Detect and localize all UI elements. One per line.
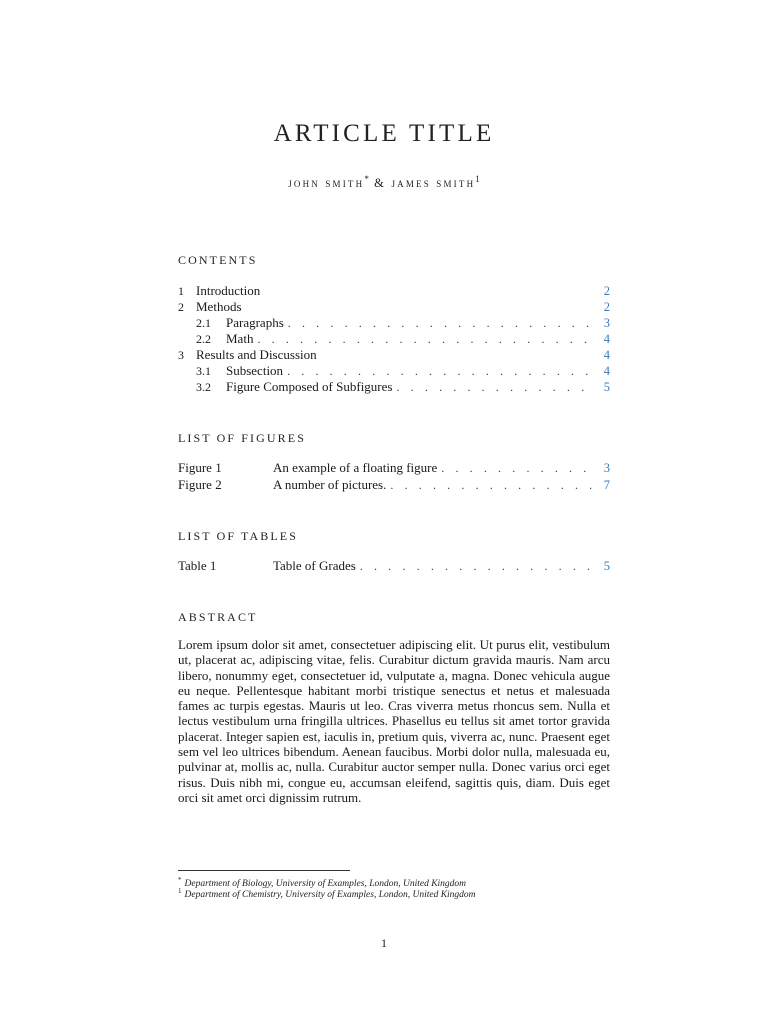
- dot-leader: [360, 558, 592, 574]
- toc-number: 2: [178, 300, 184, 314]
- toc-title: Math: [226, 331, 254, 346]
- toc-page-link[interactable]: 2: [603, 284, 610, 298]
- lot-page-link[interactable]: 5: [603, 559, 610, 573]
- author-and: &: [374, 176, 387, 191]
- author-2-mark: 1: [475, 174, 480, 184]
- page-number: 1: [381, 936, 387, 950]
- toc-title: Subsection: [226, 363, 284, 378]
- dot-leader: [287, 363, 592, 379]
- footnote-text: Department of Biology, University of Examples, London, United Kingdom: [184, 879, 467, 890]
- list-of-figures-heading: LIST OF FIGURES: [178, 431, 306, 445]
- list-of-tables-heading: LIST OF TABLES: [178, 529, 299, 543]
- author-1: john smith: [288, 176, 365, 191]
- toc-page-link[interactable]: 4: [603, 364, 610, 378]
- toc-page-link[interactable]: 2: [603, 300, 610, 314]
- article-title: ARTICLE TITLE: [273, 120, 495, 147]
- toc-entry[interactable]: [178, 347, 610, 363]
- toc-subentry[interactable]: [178, 363, 610, 379]
- dot-leader: [441, 460, 592, 476]
- lof-entry[interactable]: [178, 477, 610, 493]
- toc-page-link[interactable]: 3: [603, 316, 610, 330]
- toc-entry[interactable]: [178, 283, 610, 299]
- author-line: [0, 174, 768, 191]
- dot-leader: [390, 477, 592, 493]
- toc-title: Figure Composed of Subfigures: [226, 379, 393, 394]
- toc-number: 3.1: [196, 364, 211, 378]
- toc-entry[interactable]: [178, 299, 610, 315]
- dot-leader: [257, 331, 592, 347]
- figure-label: Figure 2: [178, 477, 222, 492]
- footnote-2: [178, 886, 476, 901]
- toc-subentry[interactable]: [178, 315, 610, 331]
- toc-title: Methods: [196, 299, 242, 314]
- toc-page-link[interactable]: 5: [603, 380, 610, 394]
- toc-subentry[interactable]: [178, 379, 610, 395]
- toc-title: Results and Discussion: [196, 347, 317, 362]
- author-1-mark: *: [364, 174, 369, 184]
- figure-label: Figure 1: [178, 460, 222, 475]
- footnote-text: Department of Chemistry, University of Examples, London, United Kingdom: [184, 890, 476, 901]
- dot-leader: [288, 315, 592, 331]
- lot-entry[interactable]: [178, 558, 610, 574]
- dot-leader: [396, 379, 592, 395]
- footnote-mark: *: [178, 876, 182, 884]
- figure-caption: An example of a floating figure: [273, 460, 438, 475]
- toc-number: 3: [178, 348, 184, 362]
- toc-number: 2.1: [196, 316, 211, 330]
- toc-page-link[interactable]: 4: [603, 348, 610, 362]
- lof-page-link[interactable]: 7: [603, 478, 610, 492]
- toc-title: Paragraphs: [226, 315, 284, 330]
- toc-number: 3.2: [196, 380, 211, 394]
- table-caption: Table of Grades: [273, 558, 356, 573]
- lof-entry[interactable]: [178, 460, 610, 476]
- footnote-mark: 1: [178, 887, 182, 895]
- abstract-heading: ABSTRACT: [178, 610, 258, 624]
- toc-title: Introduction: [196, 283, 261, 298]
- toc-number: 1: [178, 284, 184, 298]
- toc-number: 2.2: [196, 332, 211, 346]
- figure-caption: A number of pictures.: [273, 477, 387, 492]
- toc-page-link[interactable]: 4: [603, 332, 610, 346]
- toc-subentry[interactable]: [178, 331, 610, 347]
- lof-page-link[interactable]: 3: [603, 461, 610, 475]
- contents-heading: CONTENTS: [178, 253, 258, 267]
- author-2: james smith: [391, 176, 476, 191]
- abstract-text: Lorem ipsum dolor sit amet, consectetuer adipiscing elit. Ut purus elit, vestibulum ut, placerat ac, adipiscing vitae, felis. Curabitur dictum gravida mauris. Nam arcu libero, nonummy eget, consectetuer id, vulputate a, magna. Donec vehicula augue eu neque. Pellentesque habitant morbi tristique senectus et netus et malesuada fames ac turpis egestas. Mauris ut leo. Cras viverra metus rhoncus sem. Nulla et lectus vestibulum urna fringilla ultrices. Phasellus eu tellus sit amet tortor gravida placerat. Integer sapien est, iaculis in, pretium quis, viverra ac, nunc. Praesent eget sem vel leo ultrices bibendum. Aenean faucibus. Morbi dolor nulla, malesuada eu, pulvinar at, mollis ac, nulla. Curabitur auctor semper nulla. Donec varius orci eget risus. Duis nibh mi, congue eu, accumsan eleifend, sagittis quis, diam. Duis eget orci sit amet orci dignissim rutrum.: [178, 637, 610, 805]
- footnote-rule: [178, 870, 350, 871]
- table-label: Table 1: [178, 558, 217, 573]
